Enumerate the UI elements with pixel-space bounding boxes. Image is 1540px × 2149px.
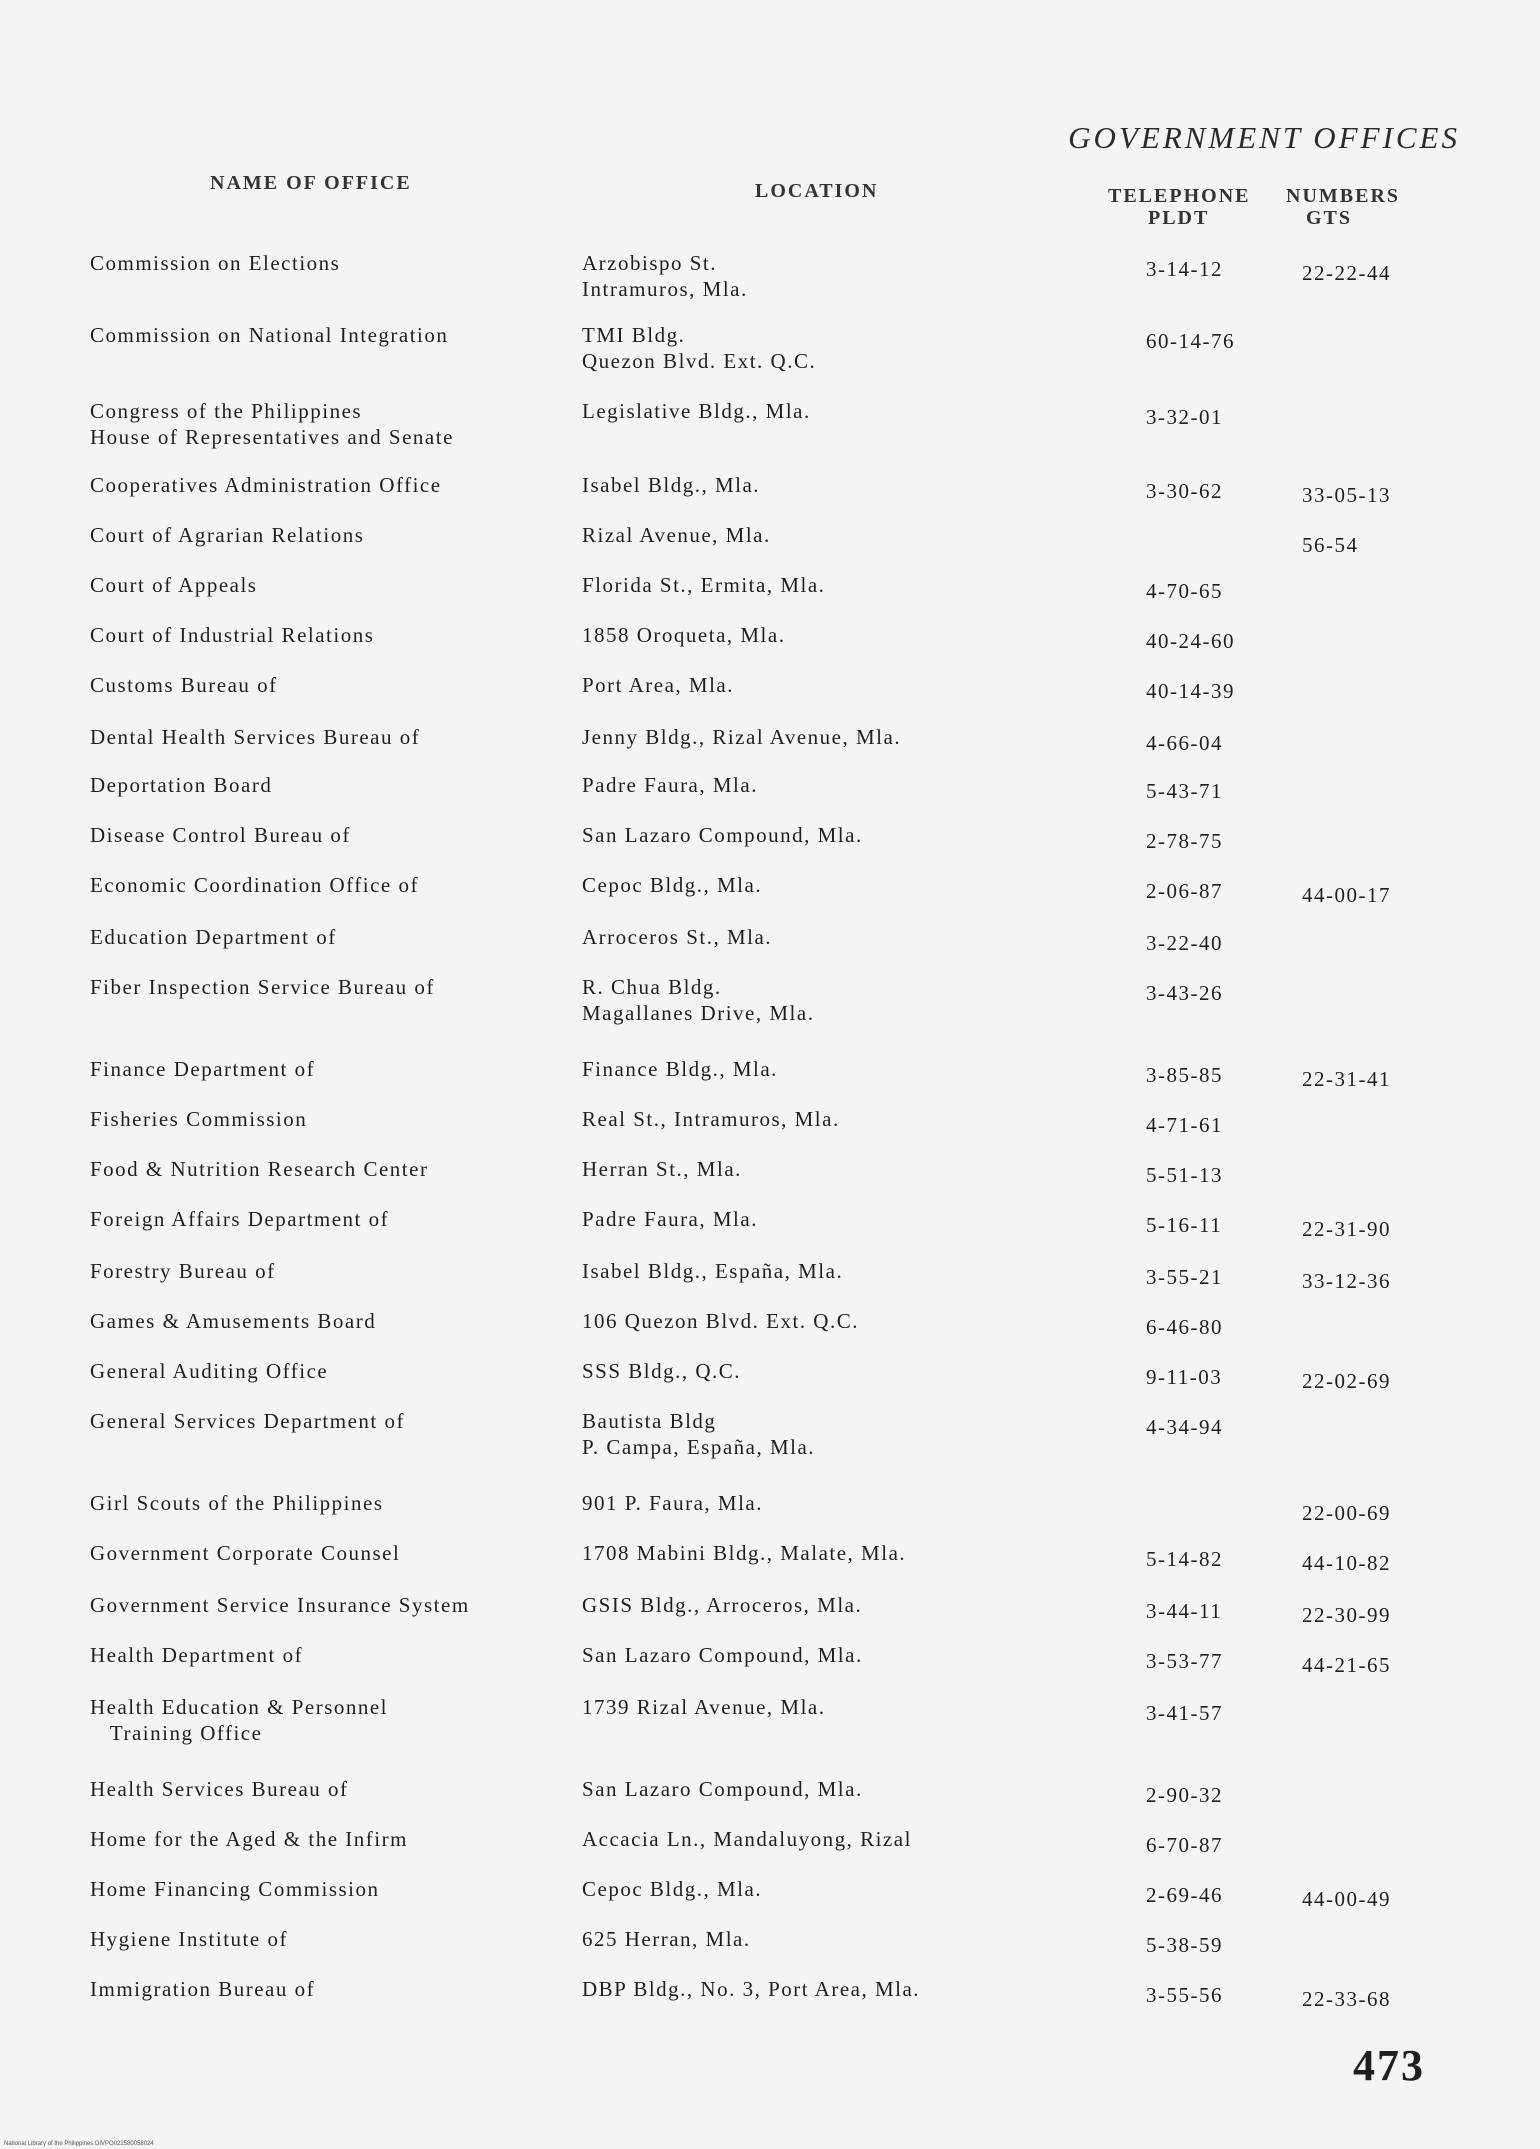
- table-row: [0, 572, 1540, 620]
- pldt-number: 2-90-32: [1146, 1783, 1223, 1807]
- table-row: [0, 672, 1540, 720]
- office-name: Congress of the Philippines House of Representatives and Senate: [90, 399, 454, 449]
- office-name: Court of Industrial Relations: [90, 623, 375, 647]
- office-location: SSS Bldg., Q.C.: [582, 1359, 742, 1383]
- pldt-number: 3-44-11: [1146, 1599, 1223, 1623]
- pldt-number: 3-55-21: [1146, 1265, 1223, 1289]
- pldt-number: 3-14-12: [1146, 257, 1223, 281]
- office-location: Arzobispo St. Intramuros, Mla.: [582, 251, 748, 301]
- office-name: Court of Appeals: [90, 573, 258, 597]
- office-location: Finance Bldg., Mla.: [582, 1057, 778, 1081]
- table-row: [0, 1926, 1540, 1974]
- table-row: [0, 1206, 1540, 1254]
- pldt-number: 4-70-65: [1146, 579, 1223, 603]
- office-location: Florida St., Ermita, Mla.: [582, 573, 826, 597]
- gts-number: 22-00-69: [1302, 1501, 1391, 1525]
- office-name: Education Department of: [90, 925, 337, 949]
- pldt-number: 3-32-01: [1146, 405, 1223, 429]
- office-name: Food & Nutrition Research Center: [90, 1157, 429, 1181]
- table-row: [0, 250, 1540, 301]
- table-row: [0, 772, 1540, 820]
- office-location: 1708 Mabini Bldg., Malate, Mla.: [582, 1541, 907, 1565]
- table-row: [0, 1408, 1540, 1459]
- pldt-number: 3-85-85: [1146, 1063, 1223, 1087]
- office-name: Commission on National Integration: [90, 323, 449, 347]
- pldt-number: 3-43-26: [1146, 981, 1223, 1005]
- table-row: [0, 1106, 1540, 1154]
- gts-number: 33-12-36: [1302, 1269, 1391, 1293]
- pldt-number: 6-46-80: [1146, 1315, 1223, 1339]
- gts-number: 44-00-17: [1302, 883, 1391, 907]
- office-location: TMI Bldg. Quezon Blvd. Ext. Q.C.: [582, 323, 817, 373]
- office-name: Health Services Bureau of: [90, 1777, 349, 1801]
- pldt-number: 2-78-75: [1146, 829, 1223, 853]
- table-row: [0, 872, 1540, 920]
- office-name: Finance Department of: [90, 1057, 316, 1081]
- office-name: Deportation Board: [90, 773, 273, 797]
- gts-number: 22-22-44: [1302, 261, 1391, 285]
- office-name: Fisheries Commission: [90, 1107, 308, 1131]
- office-name: Government Corporate Counsel: [90, 1541, 401, 1565]
- office-name: Disease Control Bureau of: [90, 823, 351, 847]
- office-name: General Auditing Office: [90, 1359, 329, 1383]
- pldt-number: 4-66-04: [1146, 731, 1223, 755]
- pldt-number: 2-69-46: [1146, 1883, 1223, 1907]
- office-name: Games & Amusements Board: [90, 1309, 377, 1333]
- pldt-number: 5-43-71: [1146, 779, 1223, 803]
- office-location: Arroceros St., Mla.: [582, 925, 773, 949]
- table-row: [0, 1826, 1540, 1874]
- office-location: Isabel Bldg., Mla.: [582, 473, 761, 497]
- office-name: Foreign Affairs Department of: [90, 1207, 390, 1231]
- office-location: Real St., Intramuros, Mla.: [582, 1107, 840, 1131]
- office-name: Dental Health Services Bureau of: [90, 725, 421, 749]
- office-location: Accacia Ln., Mandaluyong, Rizal: [582, 1827, 912, 1851]
- table-row: [0, 1876, 1540, 1924]
- office-name: General Services Department of: [90, 1409, 405, 1433]
- pldt-number: 60-14-76: [1146, 329, 1235, 353]
- pldt-number: 3-55-56: [1146, 1983, 1223, 2007]
- page-number: 473: [1353, 2041, 1425, 2090]
- office-name: Government Service Insurance System: [90, 1593, 470, 1617]
- pldt-number: 40-14-39: [1146, 679, 1235, 703]
- office-location: Cepoc Bldg., Mla.: [582, 873, 763, 897]
- gts-number: 44-10-82: [1302, 1551, 1391, 1575]
- gts-number: 22-33-68: [1302, 1987, 1391, 2011]
- header-numbers: NUMBERS: [1286, 185, 1401, 207]
- gts-number: 22-30-99: [1302, 1603, 1391, 1627]
- table-row: [0, 472, 1540, 520]
- pldt-number: 3-53-77: [1146, 1649, 1223, 1673]
- office-location: 1858 Oroqueta, Mla.: [582, 623, 786, 647]
- table-row: [0, 522, 1540, 570]
- office-name: Girl Scouts of the Philippines: [90, 1491, 384, 1515]
- gts-number: 22-31-90: [1302, 1217, 1391, 1241]
- gts-number: 44-21-65: [1302, 1653, 1391, 1677]
- office-name: Cooperatives Administration Office: [90, 473, 442, 497]
- office-name: Health Department of: [90, 1643, 304, 1667]
- table-row: [0, 1358, 1540, 1406]
- header-telephone: TELEPHONE: [1108, 185, 1251, 207]
- office-location: 106 Quezon Blvd. Ext. Q.C.: [582, 1309, 859, 1333]
- office-name: Hygiene Institute of: [90, 1927, 288, 1951]
- office-location: R. Chua Bldg. Magallanes Drive, Mla.: [582, 975, 815, 1025]
- table-row: [0, 1490, 1540, 1538]
- pldt-number: 2-06-87: [1146, 879, 1223, 903]
- office-location: Isabel Bldg., España, Mla.: [582, 1259, 844, 1283]
- table-row: [0, 1776, 1540, 1824]
- pldt-number: 6-70-87: [1146, 1833, 1223, 1857]
- office-location: San Lazaro Compound, Mla.: [582, 1643, 863, 1667]
- office-name: Customs Bureau of: [90, 673, 278, 697]
- table-row: [0, 1642, 1540, 1690]
- table-row: [0, 1976, 1540, 2024]
- office-name: Health Education & Personnel Training Office: [90, 1695, 389, 1745]
- office-location: Jenny Bldg., Rizal Avenue, Mla.: [582, 725, 902, 749]
- table-row: [0, 322, 1540, 373]
- table-row: [0, 622, 1540, 670]
- office-location: Rizal Avenue, Mla.: [582, 523, 771, 547]
- pldt-number: 3-22-40: [1146, 931, 1223, 955]
- office-name: Commission on Elections: [90, 251, 341, 275]
- table-row: [0, 1592, 1540, 1640]
- office-name: Court of Agrarian Relations: [90, 523, 365, 547]
- table-row: [0, 1308, 1540, 1356]
- office-location: Padre Faura, Mla.: [582, 773, 758, 797]
- office-name: Home Financing Commission: [90, 1877, 380, 1901]
- gts-number: 22-31-41: [1302, 1067, 1391, 1091]
- table-row: [0, 1156, 1540, 1204]
- office-location: GSIS Bldg., Arroceros, Mla.: [582, 1593, 863, 1617]
- office-location: DBP Bldg., No. 3, Port Area, Mla.: [582, 1977, 921, 2001]
- header-name-of-office: NAME OF OFFICE: [210, 172, 412, 194]
- table-row: [0, 822, 1540, 870]
- gts-number: 22-02-69: [1302, 1369, 1391, 1393]
- table-row: [0, 398, 1540, 449]
- office-name: Fiber Inspection Service Bureau of: [90, 975, 435, 999]
- office-name: Economic Coordination Office of: [90, 873, 419, 897]
- pldt-number: 5-51-13: [1146, 1163, 1223, 1187]
- pldt-number: 40-24-60: [1146, 629, 1235, 653]
- office-location: Cepoc Bldg., Mla.: [582, 1877, 763, 1901]
- pldt-number: 3-41-57: [1146, 1701, 1223, 1725]
- pldt-number: 4-34-94: [1146, 1415, 1223, 1439]
- pldt-number: 5-38-59: [1146, 1933, 1223, 1957]
- office-name: Home for the Aged & the Infirm: [90, 1827, 408, 1851]
- gts-number: 56-54: [1302, 533, 1359, 557]
- pldt-number: 5-16-11: [1146, 1213, 1223, 1237]
- table-row: [0, 1258, 1540, 1306]
- table-row: [0, 1694, 1540, 1745]
- office-location: San Lazaro Compound, Mla.: [582, 823, 863, 847]
- header-gts: GTS: [1306, 207, 1353, 229]
- office-location: Legislative Bldg., Mla.: [582, 399, 811, 423]
- office-name: Immigration Bureau of: [90, 1977, 316, 2001]
- office-location: 1739 Rizal Avenue, Mla.: [582, 1695, 826, 1719]
- gts-number: 44-00-49: [1302, 1887, 1391, 1911]
- table-row: [0, 1540, 1540, 1588]
- office-location: San Lazaro Compound, Mla.: [582, 1777, 863, 1801]
- section-title: GOVERNMENT OFFICES: [1068, 120, 1460, 155]
- table-row: [0, 724, 1540, 772]
- office-location: Port Area, Mla.: [582, 673, 734, 697]
- header-pldt: PLDT: [1148, 207, 1210, 229]
- pldt-number: 5-14-82: [1146, 1547, 1223, 1571]
- office-location: Bautista Bldg P. Campa, España, Mla.: [582, 1409, 816, 1459]
- office-name: Forestry Bureau of: [90, 1259, 276, 1283]
- pldt-number: 9-11-03: [1146, 1365, 1223, 1389]
- footer-credit: National Library of the Philippines DIVPO022580058024: [4, 2141, 154, 2147]
- office-location: 625 Herran, Mla.: [582, 1927, 751, 1951]
- gts-number: 33-05-13: [1302, 483, 1391, 507]
- office-location: Herran St., Mla.: [582, 1157, 742, 1181]
- office-location: 901 P. Faura, Mla.: [582, 1491, 763, 1515]
- table-row: [0, 924, 1540, 972]
- header-location: LOCATION: [755, 180, 879, 202]
- pldt-number: 3-30-62: [1146, 479, 1223, 503]
- table-row: [0, 974, 1540, 1025]
- office-location: Padre Faura, Mla.: [582, 1207, 758, 1231]
- pldt-number: 4-71-61: [1146, 1113, 1223, 1137]
- table-row: [0, 1056, 1540, 1104]
